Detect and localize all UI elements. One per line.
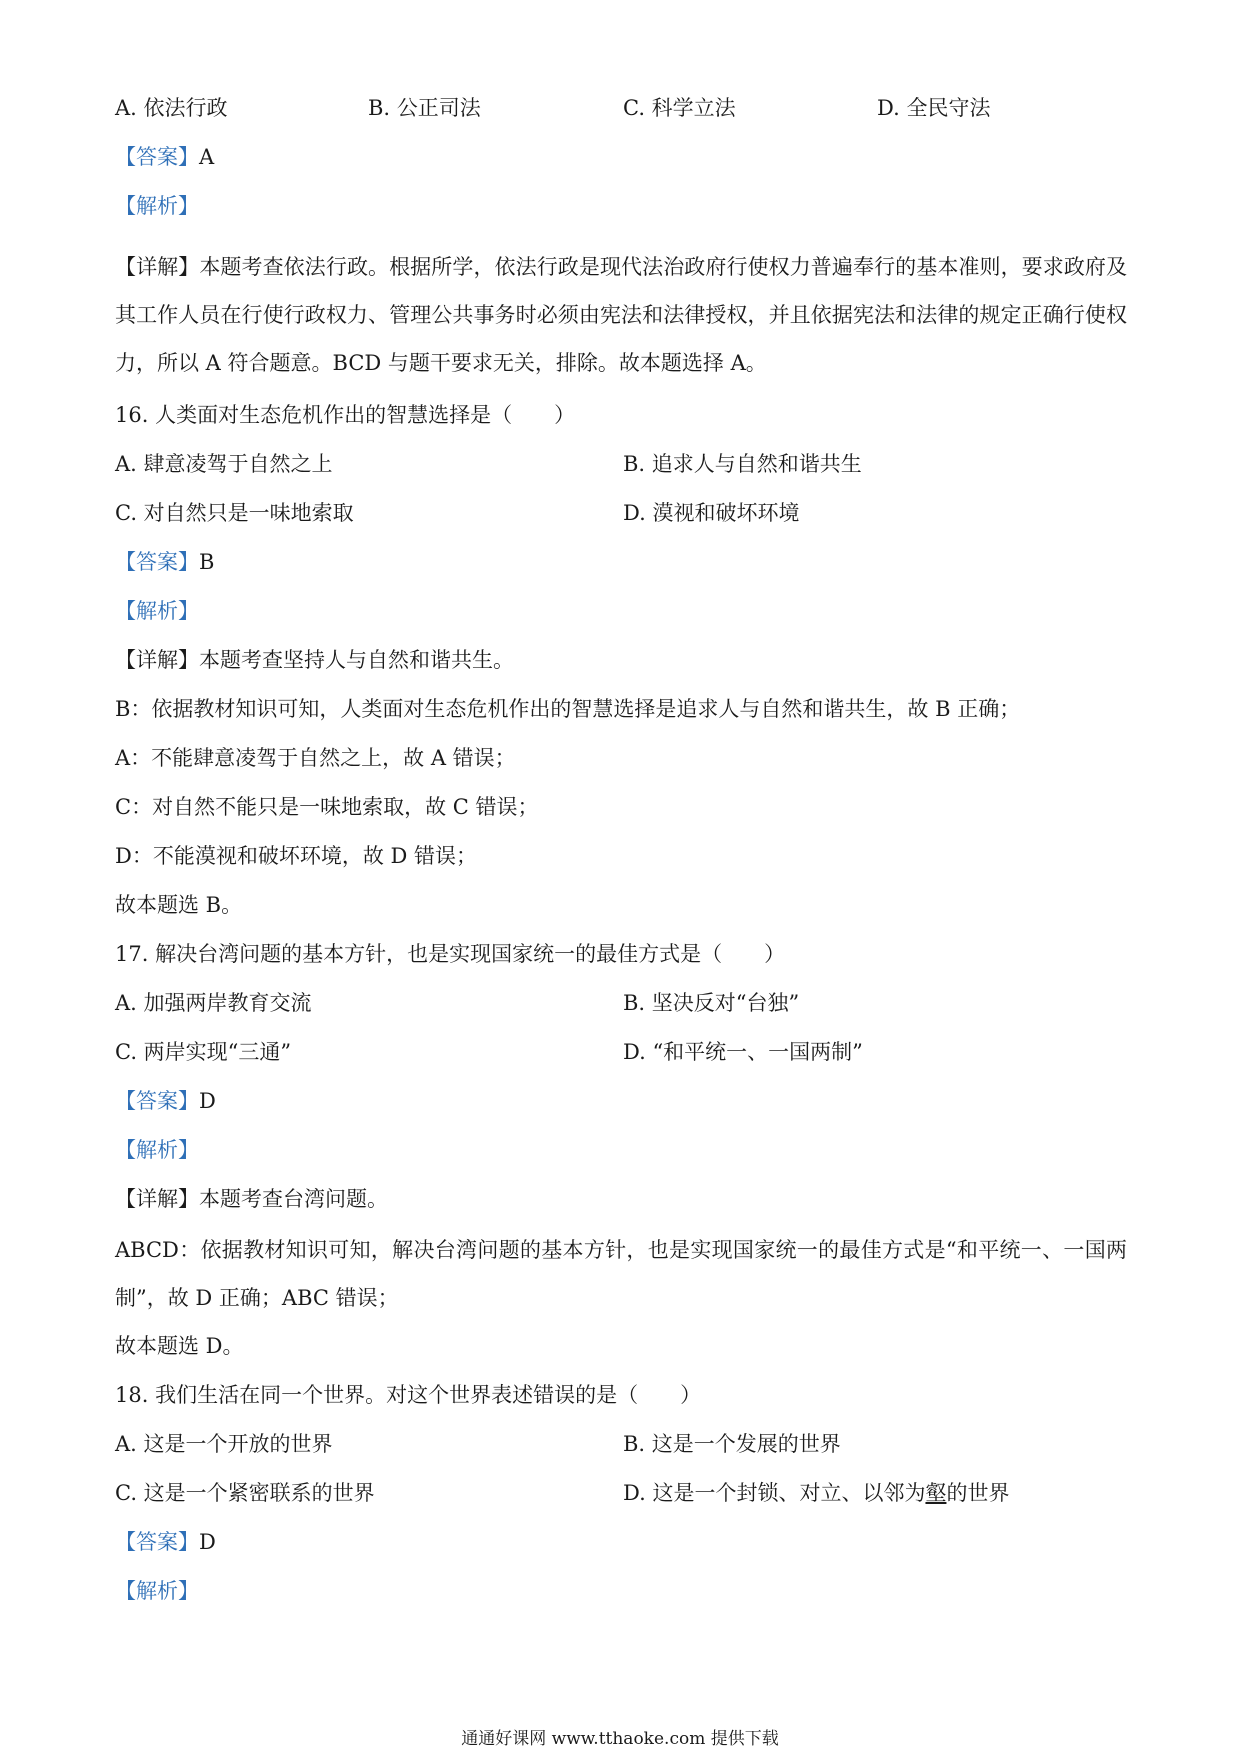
q18-option-b: B. 这是一个发展的世界 [623, 1432, 841, 1456]
detail-tag: 【详解】 [115, 255, 200, 279]
q16-option-b: B. 追求人与自然和谐共生 [623, 452, 862, 476]
q18-option-d: D. 这是一个封锁、对立、以邻为壑的世界 [623, 1481, 1010, 1505]
q18-answer: D [199, 1530, 216, 1554]
q16-line-c: C：对自然不能只是一味地索取，故 C 错误； [115, 795, 539, 819]
q18-option-c: C. 这是一个紧密联系的世界 [115, 1481, 375, 1505]
q17-stem: 17. 解决台湾问题的基本方针，也是实现国家统一的最佳方式是（ ） [115, 942, 786, 966]
q17-analysis-tag: 【解析】 [115, 1138, 199, 1162]
q16-option-c: C. 对自然只是一味地索取 [115, 501, 354, 525]
detail-tag: 【详解】 [115, 1187, 199, 1211]
q15-answer-line [115, 142, 214, 172]
q16-stem: 16. 人类面对生态危机作出的智慧选择是（ ） [115, 403, 576, 427]
q17-conclusion: 故本题选 D。 [115, 1334, 244, 1358]
q16-answer: B [199, 550, 215, 574]
q15-detail [115, 243, 1127, 387]
q17-option-d: D. “和平统一、一国两制” [623, 1040, 863, 1064]
q17-answer-line [115, 1086, 216, 1116]
q15-option-c: C. 科学立法 [623, 96, 736, 120]
q16-line-b: B：依据教材知识可知，人类面对生态危机作出的智慧选择是追求人与自然和谐共生，故 B 正确； [115, 697, 1021, 721]
q16-analysis-tag: 【解析】 [115, 599, 199, 623]
q17-detail: 【详解】本题考查台湾问题。 [115, 1187, 388, 1211]
footer-watermark: 通通好课网 www.tthaoke.com 提供下载 [461, 1729, 779, 1749]
q16-answer-line [115, 547, 214, 577]
q15-option-a: A. 依法行政 [115, 96, 228, 120]
q17-paragraph: ABCD：依据教材知识可知，解决台湾问题的基本方针，也是实现国家统一的最佳方式是“和平统一、一国两制”，故 D 正确；ABC 错误； [115, 1238, 1127, 1310]
emphasized-char: 壑 [925, 1481, 947, 1505]
answer-tag: 【答案】 [115, 145, 199, 169]
q18-analysis-tag: 【解析】 [115, 1579, 199, 1603]
q16-option-d: D. 漠视和破坏环境 [623, 501, 800, 525]
answer-tag: 【答案】 [115, 550, 199, 574]
q16-option-a: A. 肆意凌驾于自然之上 [115, 452, 333, 476]
q17-answer: D [199, 1089, 216, 1113]
q18-option-a: A. 这是一个开放的世界 [115, 1432, 333, 1456]
q16-detail: 【详解】本题考查坚持人与自然和谐共生。 [115, 648, 514, 672]
answer-tag: 【答案】 [115, 1089, 199, 1113]
q17-option-c: C. 两岸实现“三通” [115, 1040, 292, 1064]
q16-line-a: A：不能肆意凌驾于自然之上，故 A 错误； [115, 746, 516, 770]
q18-answer-line [115, 1527, 216, 1557]
q17-option-b: B. 坚决反对“台独” [623, 991, 800, 1015]
q17-option-a: A. 加强两岸教育交流 [115, 991, 312, 1015]
q15-option-b: B. 公正司法 [368, 96, 481, 120]
q18-stem: 18. 我们生活在同一个世界。对这个世界表述错误的是（ ） [115, 1383, 702, 1407]
q15-analysis-tag: 【解析】 [115, 194, 199, 218]
q15-option-d: D. 全民守法 [877, 96, 991, 120]
q16-conclusion: 故本题选 B。 [115, 893, 243, 917]
q15-detail-text: 本题考查依法行政。根据所学，依法行政是现代法治政府行使权力普遍奉行的基本准则，要求政府及其工作人员在行使行政权力、管理公共事务时必须由宪法和法律授权，并且依据宪法和法律的规定正确行使权力，所以 A 符合题意。BCD 与题干要求无关，排除。故本题选择 A。 [115, 255, 1127, 375]
q16-line-d: D：不能漠视和破坏环境，故 D 错误； [115, 844, 478, 868]
detail-tag: 【详解】 [115, 648, 199, 672]
answer-tag: 【答案】 [115, 1530, 199, 1554]
q15-answer: A [199, 145, 215, 169]
